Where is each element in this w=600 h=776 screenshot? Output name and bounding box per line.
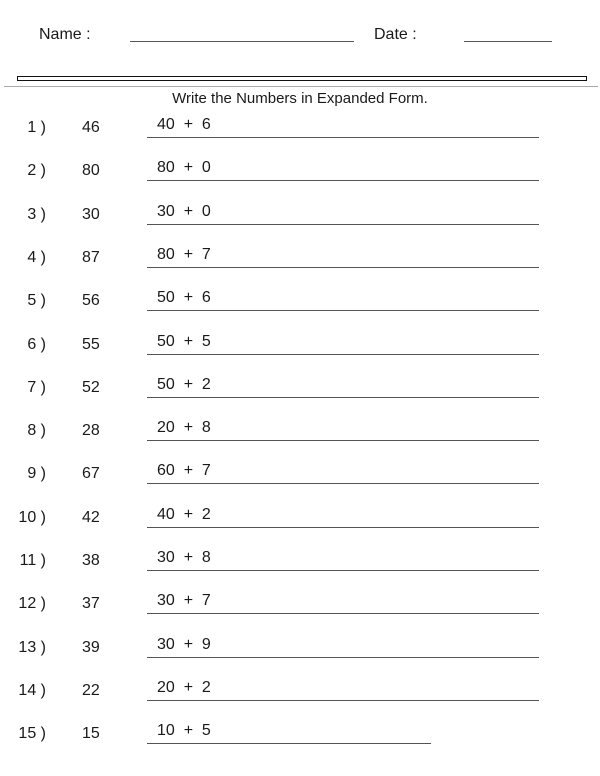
answer-line[interactable] bbox=[147, 527, 539, 528]
problem-row bbox=[0, 635, 600, 669]
answer-text: 30 + 8 bbox=[157, 549, 211, 566]
problem-index: 15 ) bbox=[18, 725, 46, 743]
problem-index: 3 ) bbox=[27, 205, 46, 223]
answer-text: 30 + 7 bbox=[157, 592, 211, 610]
problem-number: 38 bbox=[82, 552, 100, 569]
date-label: Date : bbox=[374, 26, 417, 43]
problem-number: 80 bbox=[82, 162, 100, 180]
problem-number: 39 bbox=[82, 638, 100, 656]
problem-index: 11 ) bbox=[19, 552, 46, 569]
problem-row bbox=[0, 549, 600, 582]
problem-number: 22 bbox=[82, 681, 100, 699]
problem-index: 12 ) bbox=[18, 595, 46, 613]
problem-index: 14 ) bbox=[18, 681, 46, 699]
problem-index: 9 ) bbox=[27, 465, 46, 483]
answer-text: 20 + 8 bbox=[157, 419, 211, 437]
problem-row bbox=[0, 159, 600, 192]
problem-row bbox=[0, 375, 600, 409]
answer-line[interactable] bbox=[147, 613, 539, 614]
answer-line[interactable] bbox=[147, 483, 539, 484]
problem-index: 8 ) bbox=[27, 422, 46, 440]
problem-row bbox=[0, 678, 600, 712]
answer-text: 30 + 0 bbox=[157, 202, 211, 220]
answer-text: 80 + 0 bbox=[157, 159, 211, 177]
answer-line[interactable] bbox=[147, 743, 431, 744]
problem-index: 2 ) bbox=[27, 162, 46, 180]
answer-line[interactable] bbox=[147, 224, 539, 225]
problem-number: 37 bbox=[82, 595, 100, 613]
answer-line[interactable] bbox=[147, 397, 539, 398]
problem-row bbox=[0, 289, 600, 322]
answer-line[interactable] bbox=[147, 570, 539, 571]
date-field-line[interactable] bbox=[464, 41, 552, 42]
answer-text: 40 + 6 bbox=[157, 116, 211, 133]
problem-row bbox=[0, 245, 600, 279]
answer-line[interactable] bbox=[147, 180, 539, 181]
problem-row bbox=[0, 202, 600, 236]
problem-row bbox=[0, 505, 600, 539]
problem-number: 56 bbox=[82, 292, 100, 310]
problem-row bbox=[0, 722, 600, 755]
answer-line[interactable] bbox=[147, 310, 539, 311]
answer-text: 30 + 9 bbox=[157, 635, 211, 653]
problem-row bbox=[0, 116, 600, 149]
answer-text: 50 + 2 bbox=[157, 375, 211, 393]
problem-number: 30 bbox=[82, 205, 100, 223]
problem-number: 55 bbox=[82, 335, 100, 353]
answer-text: 10 + 5 bbox=[157, 722, 211, 740]
answer-line[interactable] bbox=[147, 354, 539, 355]
header-rule bbox=[4, 86, 598, 87]
problem-number: 28 bbox=[82, 422, 100, 440]
name-field-line[interactable] bbox=[130, 41, 354, 42]
answer-text: 20 + 2 bbox=[157, 678, 211, 696]
answer-text: 50 + 6 bbox=[157, 289, 211, 307]
instructions: Write the Numbers in Expanded Form. bbox=[172, 90, 428, 107]
problem-row bbox=[0, 592, 600, 625]
problem-index: 1 ) bbox=[27, 119, 46, 136]
problem-number: 87 bbox=[82, 248, 100, 266]
name-label: Name : bbox=[39, 26, 91, 43]
answer-line[interactable] bbox=[147, 137, 539, 138]
problem-number: 42 bbox=[82, 508, 100, 526]
problem-index: 6 ) bbox=[27, 335, 46, 353]
problem-row bbox=[0, 332, 600, 366]
problem-number: 46 bbox=[82, 119, 100, 136]
answer-text: 80 + 7 bbox=[157, 245, 211, 263]
problem-number: 15 bbox=[82, 725, 100, 743]
answer-text: 60 + 7 bbox=[157, 462, 211, 480]
header-divider-bar bbox=[17, 76, 587, 81]
problem-number: 52 bbox=[82, 378, 100, 396]
answer-text: 40 + 2 bbox=[157, 505, 211, 523]
problem-index: 7 ) bbox=[27, 378, 46, 396]
problem-index: 10 ) bbox=[18, 508, 46, 526]
answer-line[interactable] bbox=[147, 440, 539, 441]
problem-number: 67 bbox=[82, 465, 100, 483]
answer-line[interactable] bbox=[147, 657, 539, 658]
answer-text: 50 + 5 bbox=[157, 332, 211, 350]
problem-row bbox=[0, 419, 600, 452]
problem-index: 4 ) bbox=[27, 248, 46, 266]
answer-line[interactable] bbox=[147, 700, 539, 701]
problem-row bbox=[0, 462, 600, 495]
answer-line[interactable] bbox=[147, 267, 539, 268]
problem-index: 13 ) bbox=[18, 638, 46, 656]
problem-index: 5 ) bbox=[27, 292, 46, 310]
